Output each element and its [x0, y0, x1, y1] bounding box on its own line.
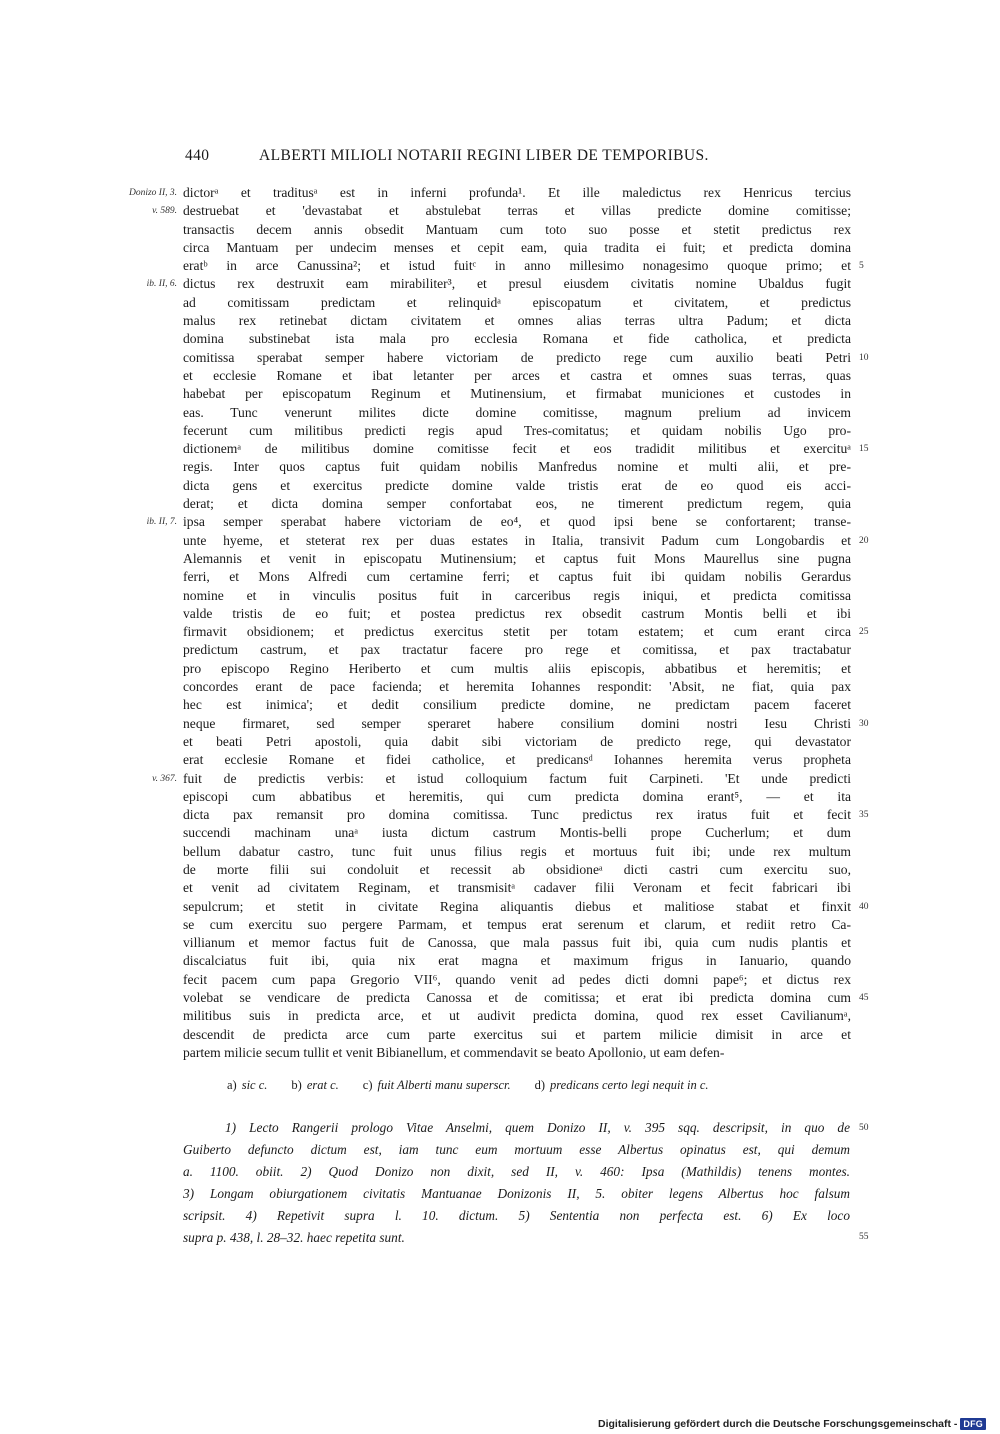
margin-line-number: 5 — [859, 261, 864, 272]
text-line — [183, 477, 851, 495]
line-text: pro episcopo Regino Heriberto et cum multis aliis episcopis, abbatibus et heremitis; et — [183, 660, 851, 676]
text-line — [183, 715, 869, 733]
text-line — [183, 824, 851, 842]
line-text: fecit pacem cum papa Gregorio VII⁶, quando venit ad pedes dicti domni pape⁶; et dictus rex — [183, 971, 851, 987]
line-text: eas. Tunc venerunt milites dicte domine comitisse, magnum prelium ad invicem — [183, 404, 851, 420]
text-line — [183, 788, 851, 806]
text-line — [183, 349, 869, 367]
text-line — [183, 550, 851, 568]
text-line — [152, 770, 851, 788]
text-line — [183, 1044, 851, 1062]
text-line — [183, 751, 851, 769]
line-text: volebat se vendicare de predicta Canossa et de comitissa; et erat ibi predicta domina cum — [183, 990, 851, 1006]
line-text: partem milicie secum tullit et venit Bibianellum, et commendavit se beato Apollonio, ut eam defen- — [183, 1044, 725, 1060]
footnote-text: scripsit. 4) Repetivit supra l. 10. dictum. 5) Sententia non perfecta est. 6) Ex loco — [183, 1208, 850, 1223]
apparatus-text: erat c. — [306, 1078, 339, 1092]
line-text: transactis decem annis obsedit Mantuam cum toto suo posse et stetit predictus rex — [183, 221, 851, 237]
line-text: Alemannis et venit in episcopatu Mutinensium; et captus fuit Mons Maurellus sine pugna — [183, 550, 851, 566]
line-text: predictum castrum, et pax tractatur facere pro rege et comitissa, et pax tractabatur — [183, 642, 851, 658]
line-text: se cum exercitu suo pergere Parmam, et tempus erat serenum et clarum, et rediit retro Ca- — [183, 916, 851, 932]
margin-reference: ib. II, 7. — [146, 517, 177, 528]
line-text: bellum dabatur castro, tunc fuit unus filius regis et mortuus fuit ibi; unde rex multum — [183, 843, 851, 859]
apparatus-text: predicans certo legi nequit in c. — [550, 1078, 709, 1092]
page-number: 440 — [185, 147, 210, 164]
text-line — [183, 330, 851, 348]
dfg-logo-icon: DFG — [960, 1418, 986, 1430]
line-text: fuit de predictis verbis: et istud colloquium factum fuit Carpineti. 'Et unde predicti — [183, 770, 851, 786]
line-text: succendi machinam unaᵃ iusta dictum castrum Montis-belli prope Cucherlum; et dum — [183, 825, 851, 841]
text-line — [183, 587, 851, 605]
line-text: dicta pax remansit pro domina comitissa. Tunc predictus rex iratus fuit et fecit — [183, 807, 851, 823]
line-text: unte hyeme, et steterat rex per duas estates in Italia, transivit Padum cum Longobardis et — [183, 532, 851, 548]
body-text — [128, 184, 869, 1062]
apparatus-text: sic c. — [241, 1078, 268, 1092]
line-text: destruebat et 'devastabat et abstulebat terras et villas predicte domine comitisse; — [183, 203, 851, 219]
footnote-line — [183, 1205, 850, 1227]
apparatus-text: fuit Alberti manu superscr. — [377, 1078, 511, 1092]
margin-reference: Donizo II, 3. — [128, 188, 177, 198]
text-line — [183, 568, 851, 586]
text-line — [183, 971, 851, 989]
line-text: neque firmaret, sed semper speraret habere consilium domini nostri Iesu Christi — [183, 715, 851, 731]
text-line — [146, 275, 851, 293]
text-line — [183, 678, 851, 696]
line-text: circa Mantuam per undecim menses et cepit eam, quia tradita ei fuit; et predicta domina — [183, 239, 851, 255]
line-text: regis. Inter quos captus fuit quidam nobilis Manfredus nomine et multi alii, et pre- — [183, 459, 851, 475]
text-line — [183, 843, 851, 861]
text-line — [183, 385, 851, 403]
apparatus-note — [363, 1078, 511, 1092]
text-line — [183, 660, 851, 678]
line-text: habebat per episcopatum Reginum et Mutinensium, et firmabat municiones et custodes in — [183, 386, 851, 402]
line-text: valde tristis de eo fuit; et postea predictus rex obsedit castrum Montis belli et ibi — [183, 605, 851, 621]
text-line — [183, 367, 851, 385]
text-line — [183, 422, 851, 440]
line-text: erat ecclesie Romane et fidei catholice, et predicansᵈ Iohannes heremita verus propheta — [183, 752, 851, 768]
margin-line-number: 20 — [859, 535, 869, 546]
text-line — [183, 641, 851, 659]
line-text: comitissa sperabat semper habere victoriam de predicto rege cum auxilio beati Petri — [183, 349, 851, 365]
apparatus-siglum: b) — [291, 1078, 302, 1092]
footnote-text: Guiberto defuncto dictum est, iam tunc eum mortuum esse Albertus opinatus est, qui demum — [183, 1142, 850, 1157]
text-line — [183, 898, 869, 916]
footnote-line — [183, 1227, 850, 1249]
line-text: militibus suis in predicta arce, et ut audivit predicta domina, quod rex esset Cavilianumᵃ, — [183, 1008, 851, 1024]
text-line — [183, 257, 864, 275]
text-line — [183, 934, 851, 952]
line-text: derat; et dicta domina semper confortabat eos, ne timerent predictum regem, quia — [183, 496, 851, 512]
text-line — [183, 404, 851, 422]
margin-line-number: 50 — [859, 1123, 869, 1133]
line-text: eratᵇ in arce Canussina²; et istud fuitᶜ in anno millesimo nonagesimo quoque primo; et — [183, 258, 851, 274]
text-line — [183, 312, 851, 330]
line-text: fecerunt cum militibus predicti regis apud Tres-comitatus; et quidam nobilis Ugo pro- — [183, 422, 851, 438]
text-line — [183, 623, 869, 641]
text-line — [146, 513, 851, 531]
text-line — [128, 184, 851, 202]
digitization-footer — [598, 1416, 986, 1432]
margin-reference: ib. II, 6. — [146, 279, 177, 290]
line-text: malus rex retinebat dictam civitatem et omnes alias terras ultra Padum; et dicta — [183, 313, 851, 329]
text-line — [183, 532, 869, 550]
critical-apparatus — [227, 1078, 847, 1093]
line-text: concordes erant de pace facienda; et heremita Iohannes respondit: 'Absit, ne fiat, quia pax — [183, 679, 851, 695]
text-line — [152, 202, 851, 220]
line-text: de morte filii sui condoluit et recessit ab obsidioneᵃ dicti castri cum exercitu suo, — [183, 861, 851, 877]
line-text: et ecclesie Romane et ibat letanter per arces et castra et omnes suas terras, quas — [183, 367, 851, 383]
text-line — [183, 605, 851, 623]
apparatus-note — [535, 1078, 709, 1092]
text-line — [183, 495, 851, 513]
line-text: sepulcrum; et stetit in civitate Regina aliquantis diebus et malitiose stabat et finxit — [183, 898, 851, 914]
apparatus-siglum: d) — [534, 1078, 546, 1092]
line-text: ferri, et Mons Alfredi cum certamine ferri; et captus fuit ibi quidam nobilis Gerardus — [183, 569, 851, 585]
text-line — [183, 806, 869, 824]
line-text: villianum et memor factus fuit de Canossa, que mala passus fuit ibi, quia cum nudis plantis et — [183, 935, 851, 951]
line-text: descendit de predicta arce cum parte exercitus sui et partem milicie dimisit in arce et — [183, 1026, 851, 1042]
apparatus-siglum: c) — [362, 1078, 373, 1092]
line-text: dictus rex destruxit eam mirabiliter³, et presul eiusdem civitatis nomine Ubaldus fugit — [183, 276, 851, 292]
footer-text: Digitalisierung gefördert durch die Deutsche Forschungsgemeinschaft - — [598, 1418, 958, 1430]
line-text: dictionemᵃ de militibus domine comitisse fecit et eos tradidit militibus et exercituᵃ — [183, 441, 851, 457]
running-title: ALBERTI MILIOLI NOTARII REGINI LIBER DE TEMPORIBUS. — [259, 147, 709, 164]
apparatus-note — [227, 1078, 267, 1092]
text-line — [183, 879, 851, 897]
margin-line-number: 10 — [859, 352, 869, 363]
line-text: ipsa semper sperabat habere victoriam de eo⁴, et quod ipsi bene se confortarent; transe- — [183, 514, 851, 530]
line-text: hec est inimica'; et dedit consilium predicte domine, ne predictam pacem faceret — [183, 697, 851, 713]
footnote-line — [183, 1139, 850, 1161]
margin-line-number: 40 — [859, 901, 869, 912]
apparatus-siglum: a) — [227, 1078, 237, 1092]
margin-line-number: 25 — [859, 627, 869, 638]
margin-line-number: 30 — [859, 718, 869, 729]
margin-line-number: 45 — [859, 993, 869, 1004]
page-header — [185, 147, 765, 169]
text-line — [183, 239, 851, 257]
footnote-text: 3) Longam obiurgationem civitatis Mantuanae Donizonis II, 5. obiter legens Albertus hoc falsum — [183, 1186, 850, 1201]
line-text: discalciatus fuit ibi, quia nix erat magna et maximum frigus in Ianuario, quando — [183, 953, 851, 969]
footnote-line — [183, 1183, 850, 1205]
text-line — [183, 1026, 851, 1044]
footnote-text: a. 1100. obiit. 2) Quod Donizo non dixit, sed II, v. 460: Ipsa (Mathildis) tenens montes. — [183, 1164, 850, 1179]
margin-reference: v. 589. — [152, 206, 177, 217]
line-text: dicta gens et exercitus predicte domine valde tristis erat de eo quod eis acci- — [183, 477, 851, 493]
text-line — [183, 696, 851, 714]
margin-line-number: 35 — [859, 810, 869, 821]
text-line — [183, 989, 869, 1007]
margin-line-number: 55 — [859, 1232, 869, 1242]
margin-reference: v. 367. — [152, 773, 177, 784]
line-text: episcopi cum abbatibus et heremitis, qui cum predicta domina erant⁵, — et ita — [183, 788, 851, 804]
line-text: firmavit obsidionem; et predictus exercitus stetit per totam estatem; et cum erant circa — [183, 624, 851, 640]
text-line — [183, 952, 851, 970]
line-text: nomine et in vinculis positus fuit in carceribus regis iniqui, et predicta comitissa — [183, 587, 851, 603]
footnote-line — [183, 1117, 869, 1139]
line-text: dictorᵃ et traditusᵃ est in inferni profunda¹. Et ille maledictus rex Henricus tercius — [183, 185, 851, 200]
line-text: et beati Petri apostoli, quia dabit sibi victoriam de predicto rege, qui devastator — [183, 733, 851, 749]
footnote-text: supra p. 438, l. 28–32. haec repetita sunt. — [183, 1230, 405, 1245]
text-line — [183, 440, 869, 458]
text-line — [183, 294, 851, 312]
text-line — [183, 733, 851, 751]
text-line — [183, 458, 851, 476]
footnote-line — [183, 1161, 850, 1183]
line-text: ad comitissam predictam et relinquidᵃ episcopatum et civitatem, et predictus — [183, 294, 851, 310]
line-text: domina substinebat ista mala pro ecclesia Romana et fide catholica, et predicta — [183, 331, 851, 347]
text-line — [183, 221, 851, 239]
text-line — [183, 861, 851, 879]
line-text: et venit ad civitatem Reginam, et transmisitᵃ cadaver filii Veronam et fecit fabricari ibi — [183, 880, 851, 896]
text-line — [183, 916, 851, 934]
text-line — [183, 1007, 851, 1025]
footnote-text: 1) Lecto Rangerii prologo Vitae Anselmi, quem Donizo II, v. 395 sqq. descripsit, in quo de — [225, 1120, 850, 1135]
margin-line-number: 15 — [859, 444, 869, 455]
apparatus-note — [291, 1078, 338, 1092]
